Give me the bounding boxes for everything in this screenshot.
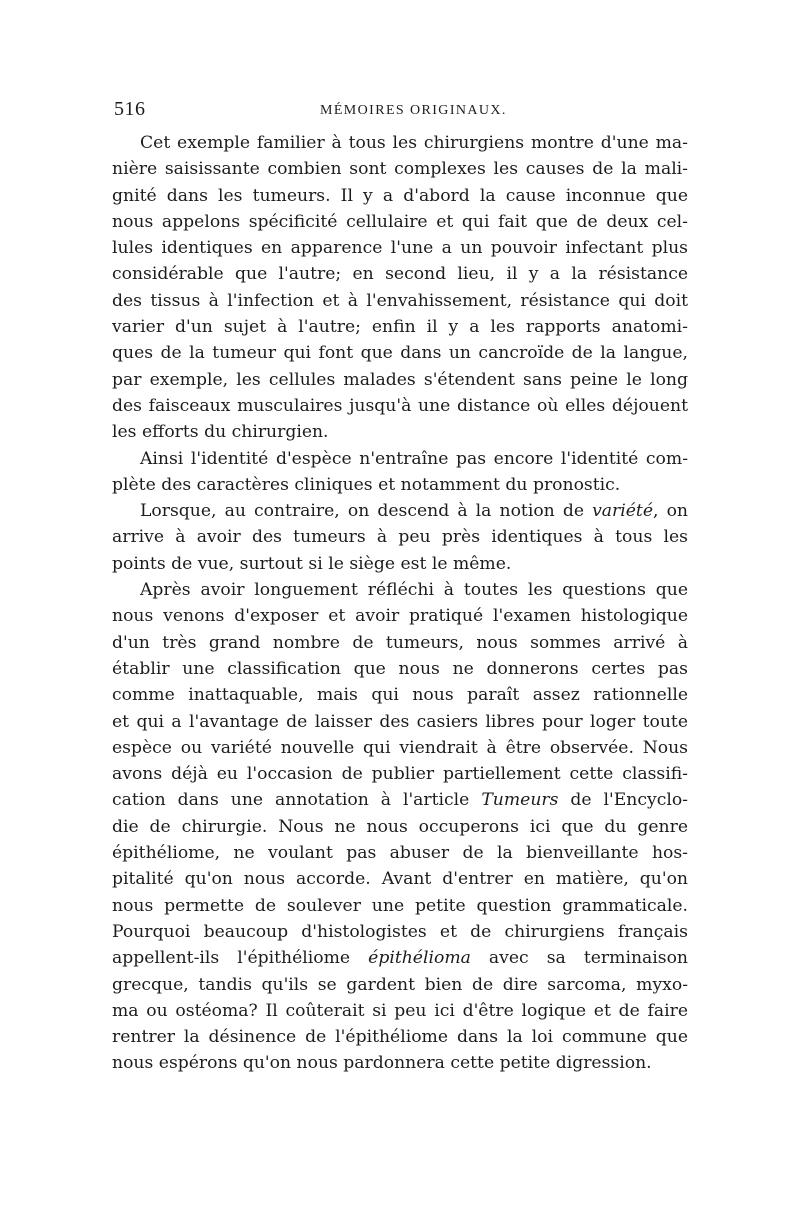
text-line: des tissus à l'infection et à l'envahissement, résistance qui doit — [112, 290, 688, 311]
text-line: varier d'un sujet à l'autre; enfin il y a les rapports anatomi- — [112, 317, 688, 338]
text-line: nous permette de soulever une petite question grammaticale. — [112, 895, 688, 916]
text-line: nière saisissante combien sont complexes les causes de la mali- — [112, 159, 688, 180]
text-line: considérable que l'autre; en second lieu, il y a la résistance — [112, 264, 688, 285]
text-line: nous appelons spécificité cellulaire et qui fait que de deux cel- — [112, 211, 688, 232]
text-line-with-italic — [112, 787, 688, 813]
text-line: Ainsi l'identité d'espèce n'entraîne pas encore l'identité com- — [140, 448, 688, 469]
italic-term: Tumeurs — [481, 790, 559, 811]
text-line: Cet exemple familier à tous les chirurgiens montre d'une ma- — [140, 133, 688, 153]
text-line: ques de la tumeur qui font que dans un cancroïde de la langue, — [112, 343, 688, 364]
text-segment: cation dans une annotation à l'article — [112, 790, 482, 811]
text-segment: Lorsque, au contraire, on descend à la notion de — [140, 501, 593, 522]
page-number: 516 — [114, 98, 146, 120]
italic-term: épithélioma — [368, 948, 471, 969]
text-line: grecque, tandis qu'ils se gardent bien de dire sarcoma, myxo- — [112, 974, 688, 995]
body-text — [112, 130, 688, 1077]
text-line-with-italic — [112, 945, 688, 971]
text-line: rentrer la désinence de l'épithéliome dans la loi commune que — [112, 1027, 688, 1048]
text-line: établir une classification que nous ne donnerons certes pas — [112, 658, 688, 679]
text-line: des faisceaux musculaires jusqu'à une distance où elles déjouent — [112, 395, 688, 416]
text-line: gnité dans les tumeurs. Il y a d'abord la cause inconnue que — [112, 185, 688, 206]
text-line: arrive à avoir des tumeurs à peu près identiques à tous les — [112, 527, 688, 548]
text-line: ma ou ostéoma? Il coûterait si peu ici d'être logique et de faire — [112, 1000, 688, 1021]
text-line: die de chirurgie. Nous ne nous occuperons ici que du genre — [112, 816, 688, 837]
running-title: MÉMOIRES ORIGINAUX. — [320, 103, 507, 118]
text-segment: avec sa terminaison — [470, 948, 688, 969]
text-segment: appellent-ils l'épithéliome — [112, 948, 369, 969]
text-line: nous venons d'exposer et avoir pratiqué l'examen histologique — [112, 606, 688, 627]
text-line-with-italic — [112, 498, 688, 524]
text-line: lules identiques en apparence l'une a un pouvoir infectant plus — [112, 238, 688, 259]
text-segment: , on — [653, 501, 688, 522]
text-segment: de l'Encyclo- — [558, 790, 688, 811]
text-line: comme inattaquable, mais qui nous paraît assez rationnelle — [112, 685, 688, 706]
running-head — [114, 98, 684, 126]
text-line: espèce ou variété nouvelle qui viendrait à être observée. Nous — [112, 737, 688, 758]
text-line: points de vue, surtout si le siège est le même. — [112, 553, 512, 574]
text-line: d'un très grand nombre de tumeurs, nous sommes arrivé à — [112, 632, 688, 653]
text-line: Pourquoi beaucoup d'histologistes et de chirurgiens français — [112, 921, 688, 942]
text-line: épithéliome, ne voulant pas abuser de la bienveillante hos- — [112, 843, 688, 864]
text-line: et qui a l'avantage de laisser des casiers libres pour loger toute — [112, 711, 688, 732]
text-line: nous espérons qu'on nous pardonnera cette petite digression. — [112, 1053, 652, 1074]
text-line: les efforts du chirurgien. — [112, 422, 329, 443]
text-line: Après avoir longuement réfléchi à toutes les questions que — [140, 580, 688, 601]
text-line: plète des caractères cliniques et notamment du pronostic. — [112, 474, 621, 495]
text-line: avons déjà eu l'occasion de publier partiellement cette classifi- — [112, 764, 688, 785]
italic-term: variété — [592, 501, 654, 522]
text-line: par exemple, les cellules malades s'étendent sans peine le long — [112, 369, 688, 390]
text-line: pitalité qu'on nous accorde. Avant d'entrer en matière, qu'on — [112, 869, 688, 890]
